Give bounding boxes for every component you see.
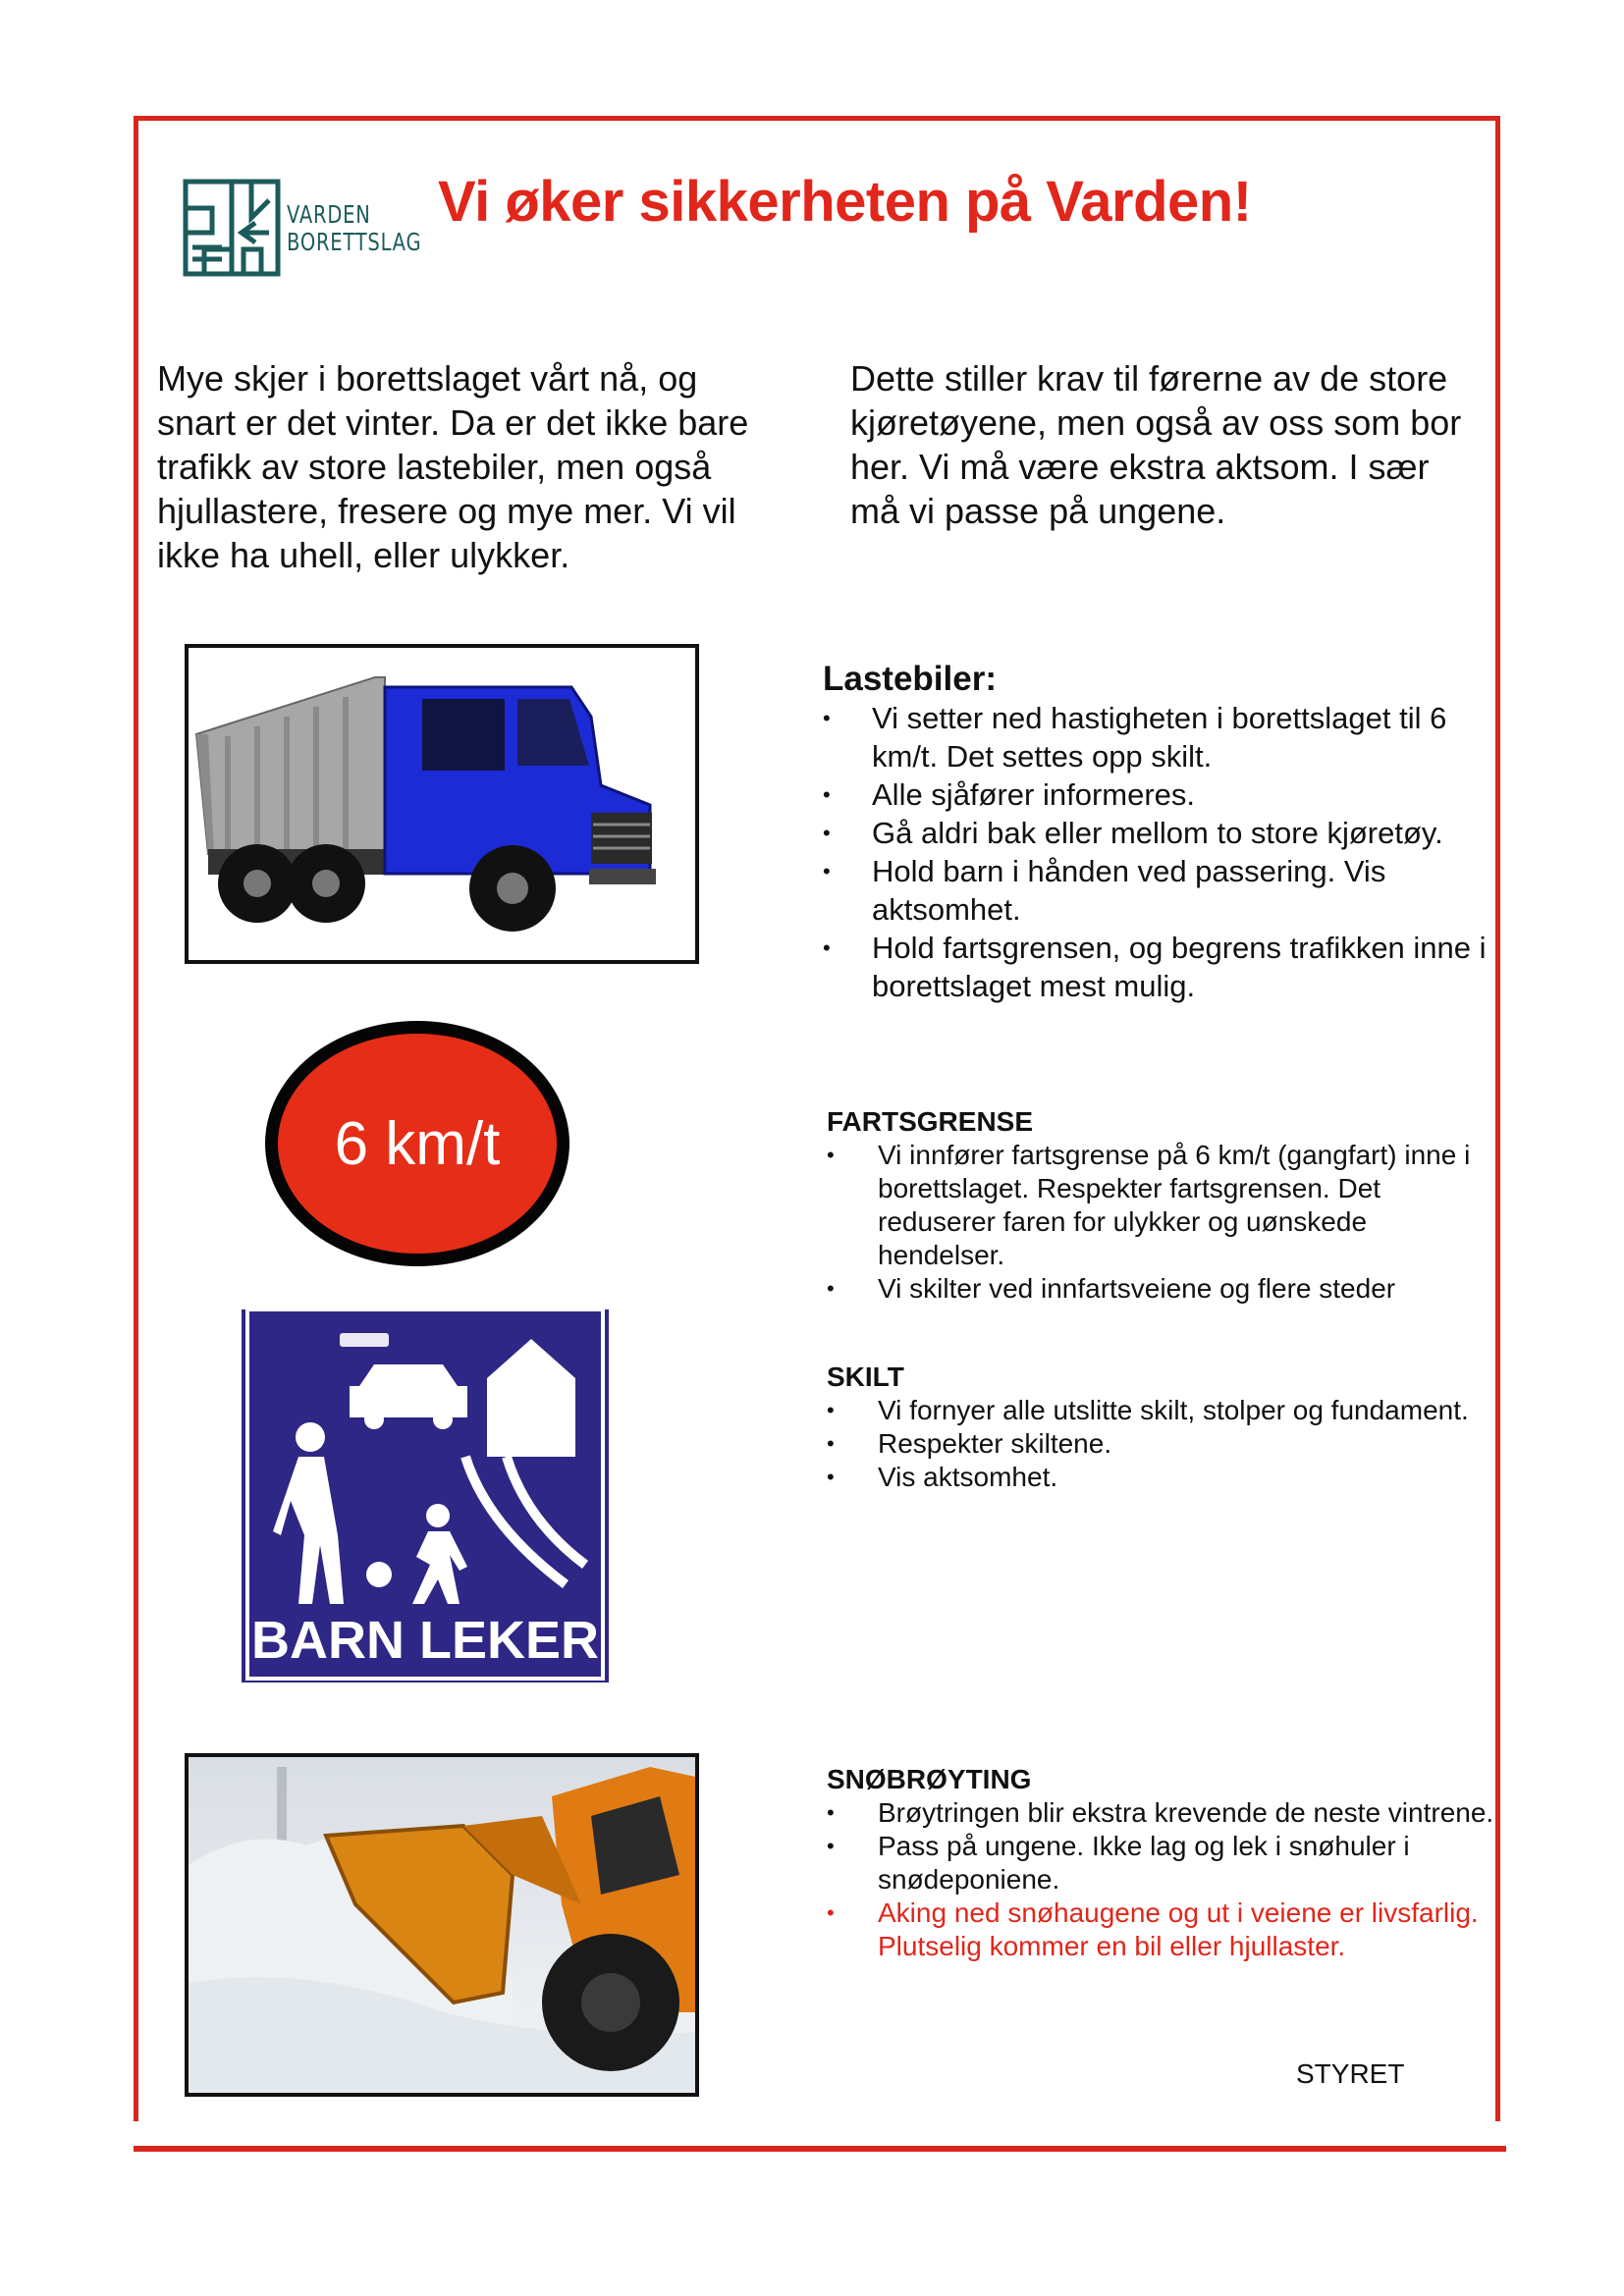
list-item: • Alle sjåfører informeres. [823,775,1490,814]
list-item: • Pass på ungene. Ikke lag og lek i snøhuler i snødeponiene. [827,1830,1494,1896]
list-item: • Vis aktsomhet. [827,1461,1494,1494]
section-snobroyting [827,1763,1494,1963]
truck-image [185,644,699,964]
section-lastebiler [823,660,1490,1005]
bottom-divider [134,2146,1506,2152]
section-heading-skilt: SKILT [827,1362,904,1392]
list-item: • Vi fornyer alle utslitte skilt, stolper og fundament. [827,1394,1494,1427]
list-item: • Hold barn i hånden ved passering. Vis aktsomhet. [823,852,1490,929]
logo-text [287,201,421,256]
section-heading-fartsgrense: FARTSGRENSE [827,1106,1034,1137]
logo-line2: BORETTSLAG [287,228,422,256]
signature: STYRET [1296,2058,1405,2089]
page-title: Vi øker sikkerheten på Varden! [438,170,1252,234]
fartsgrense-list [827,1139,1494,1306]
warning-item: • Aking ned snøhaugene og ut i veiene er livsfarlig. Plutselig kommer en bil eller hjullaster. [827,1896,1494,1963]
snow-plow-image [185,1753,699,2097]
speed-limit-sign [265,1021,569,1266]
list-item: • Vi setter ned hastigheten i borettslaget til 6 km/t. Det settes opp skilt. [823,699,1490,775]
list-item: • Vi skilter ved innfartsveiene og flere steder [827,1272,1494,1306]
list-item: • Vi innfører fartsgrense på 6 km/t (gangfart) inne i borettslaget. Respekter fartsgrensen. Det reduserer faren for ulykker og uønskede hendelser. [827,1139,1494,1272]
list-item: • Hold fartsgrensen, og begrens trafikken inne i borettslaget mest mulig. [823,929,1490,1005]
lastebiler-list [823,699,1490,1005]
snobroyting-list [827,1796,1494,1963]
children-playing-sign [242,1309,609,1682]
logo-line1: VARDEN [287,200,371,229]
intro-left: Mye skjer i borettslaget vårt nå, og snart er det vinter. Da er det ikke bare trafikk av store lastebiler, men også hjullastere, fresere og mye mer. Vi vil ikke ha uhell, eller ulykker. [157,358,749,575]
section-heading-snobroyting: SNØBRØYTING [827,1764,1032,1794]
list-item: • Respekter skiltene. [827,1427,1494,1461]
section-skilt [827,1361,1494,1494]
intro-right: Dette stiller krav til førerne av de store kjøretøyene, men også av oss som bor her. Vi må være ekstra aktsom. I sær må vi passe på ungene. [850,358,1462,531]
section-heading-lastebiler: Lastebiler: [823,660,997,698]
skilt-list [827,1394,1494,1494]
section-fartsgrense [827,1105,1494,1306]
speed-limit-text: 6 km/t [334,1109,501,1178]
play-sign-text: BARN LEKER [250,1611,600,1670]
varden-logo [183,179,281,277]
list-item: • Brøytringen blir ekstra krevende de neste vintrene. [827,1796,1494,1830]
list-item: • Gå aldri bak eller mellom to store kjøretøy. [823,814,1490,852]
